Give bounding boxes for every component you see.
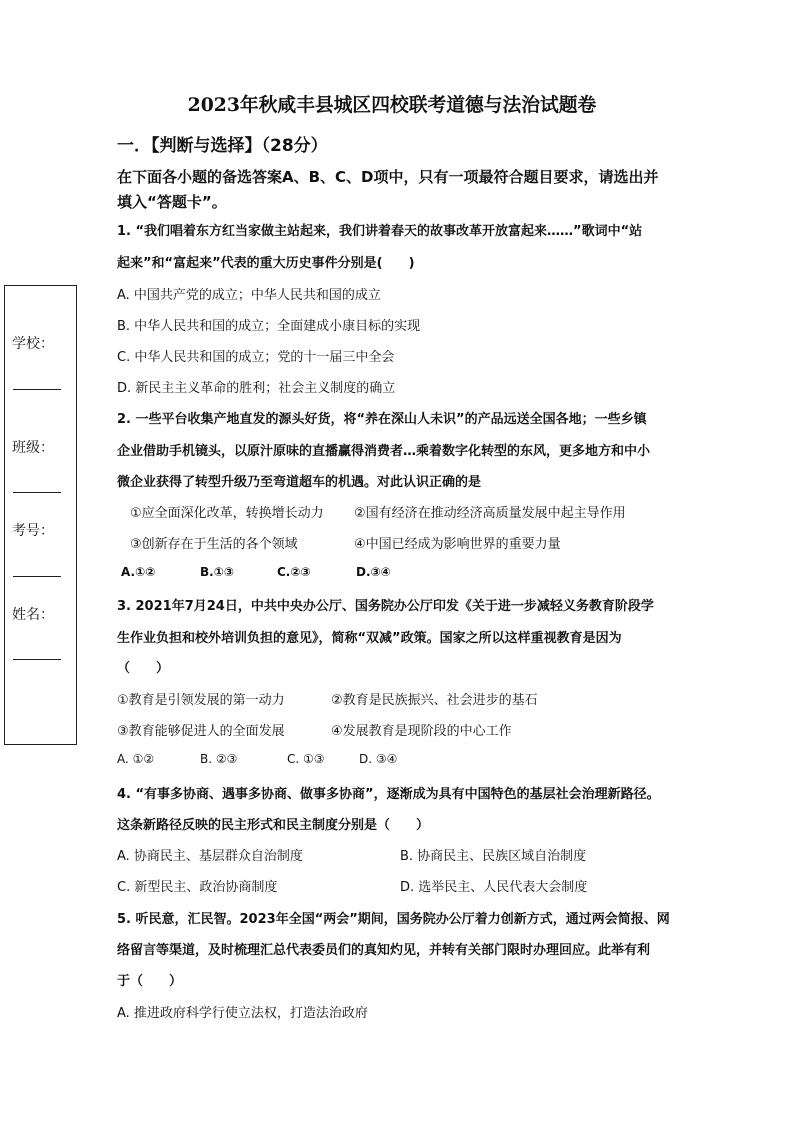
question-3-stem-line-2: 生作业负担和校外培训负担的意见》，简称“双减”政策。国家之所以这样重视教育是因为 [117, 631, 622, 646]
question-3-stem-line-1: 3. 2021年7月24日，中共中央办公厅、国务院办公厅印发《关于进一步减轻义务教育阶段学 [117, 599, 654, 614]
question-2-item-2: ②国有经济在推动经济高质量发展中起主导作用 [354, 506, 626, 521]
question-3-stem-line-3: （ ） [117, 661, 170, 676]
question-5-stem-line-1: 5. 听民意，汇民智。2023年全国“两会”期间，国务院办公厅着力创新方式，通过两会简报、网 [117, 912, 670, 927]
question-4-option-a: A. 协商民主、基层群众自治制度 [117, 849, 303, 864]
section-heading: 一．【判断与选择】（28分） [117, 136, 328, 156]
name-blank-line [13, 659, 61, 660]
question-4-option-d: D. 选举民主、人民代表大会制度 [400, 880, 588, 895]
question-3-item-1: ①教育是引领发展的第一动力 [117, 693, 285, 708]
question-4-option-b: B. 协商民主、民族区域自治制度 [400, 849, 587, 864]
question-3-item-4: ④发展教育是现阶段的中心工作 [331, 724, 512, 739]
question-1-option-b: B. 中华人民共和国的成立；全面建成小康目标的实现 [117, 319, 421, 334]
student-info-box [4, 285, 77, 745]
question-3-option-c: C. ①③ [287, 752, 325, 766]
question-2-item-3: ③创新存在于生活的各个领域 [130, 537, 298, 552]
question-3-option-d: D. ③④ [359, 752, 398, 766]
question-2-option-d: D.③④ [356, 565, 391, 579]
school-blank-line [13, 389, 61, 390]
school-label: 学校： [12, 336, 54, 352]
question-2-option-a: A.①② [121, 565, 156, 579]
question-1-option-a: A. 中国共产党的成立；中华人民共和国的成立 [117, 288, 381, 303]
question-4-option-c: C. 新型民主、政治协商制度 [117, 880, 278, 895]
question-5-stem-line-2: 络留言等渠道，及时梳理汇总代表委员们的真知灼见，并转有关部门限时办理回应。此举有利 [117, 943, 651, 958]
number-label: 考号： [12, 523, 54, 539]
question-2-item-4: ④中国已经成为影响世界的重要力量 [354, 537, 561, 552]
question-1-stem-line-1: 1. “我们唱着东方红当家做主站起来，我们讲着春天的故事改革开放富起来……”歌词中“站 [117, 224, 643, 239]
page-title: 2023年秋咸丰县城区四校联考道德与法治试题卷 [187, 94, 597, 116]
question-1-stem-line-2: 起来”和“富起来”代表的重大历史事件分别是( ) [117, 256, 415, 271]
question-2-item-1: ①应全面深化改革，转换增长动力 [130, 506, 324, 521]
question-2-option-b: B.①③ [200, 565, 235, 579]
question-4-stem-line-1: 4. “有事多协商、遇事多协商、做事多协商”，逐渐成为具有中国特色的基层社会治理新路径。 [117, 787, 660, 802]
question-3-item-2: ②教育是民族振兴、社会进步的基石 [331, 693, 538, 708]
number-blank-line [13, 576, 61, 577]
question-3-option-b: B. ②③ [200, 752, 238, 766]
question-2-stem-line-1: 2. 一些平台收集产地直发的源头好货，将“养在深山人未识”的产品远送全国各地；一些乡镇 [117, 412, 647, 427]
question-2-stem-line-3: 微企业获得了转型升级乃至弯道超车的机遇。对此认识正确的是 [117, 475, 482, 490]
name-label: 姓名： [12, 607, 54, 623]
question-1-option-c: C. 中华人民共和国的成立；党的十一届三中全会 [117, 350, 395, 365]
question-5-option-a: A. 推进政府科学行使立法权，打造法治政府 [117, 1006, 368, 1021]
question-3-option-a: A. ①② [117, 752, 155, 766]
question-1-option-d: D. 新民主主义革命的胜利；社会主义制度的确立 [117, 381, 396, 396]
question-2-option-c: C.②③ [277, 565, 311, 579]
instruction-line-1: 在下面各小题的备选答案A、B、C、D项中，只有一项最符合题目要求，请选出并 [117, 168, 659, 186]
class-label: 班级： [12, 440, 54, 456]
question-3-item-3: ③教育能够促进人的全面发展 [117, 724, 285, 739]
question-2-stem-line-2: 企业借助手机镜头，以原汁原味的直播赢得消费者…乘着数字化转型的东风，更多地方和中小 [117, 444, 651, 459]
instruction-line-2: 填入“答题卡”。 [117, 193, 227, 211]
question-4-stem-line-2: 这条新路径反映的民主形式和民主制度分别是（ ） [117, 818, 430, 833]
class-blank-line [13, 492, 61, 493]
question-5-stem-line-3: 于（ ） [117, 974, 183, 989]
